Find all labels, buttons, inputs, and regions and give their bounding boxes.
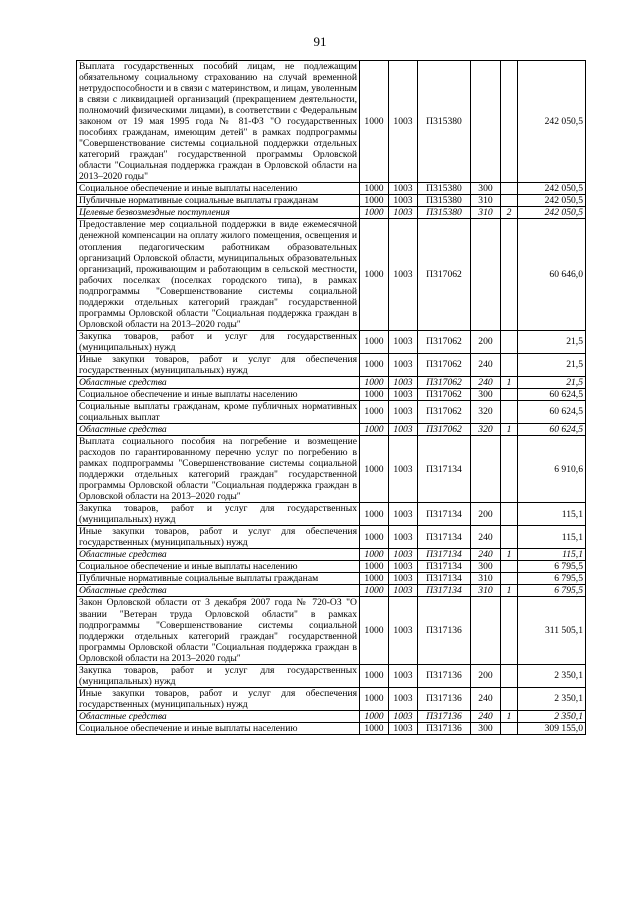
table-row [77,195,586,207]
table-row [77,207,586,219]
funding-source-cell [501,722,518,734]
table-row [77,585,586,597]
section-code-cell: 1000 [360,597,389,664]
expense-type-cell [471,436,501,503]
expense-type-cell: 300 [471,183,501,195]
row-name-cell: Предоставление мер социальной поддержки в виде ежемесячной денежной компенсации на оплату жилого помещения, освещения и отопления педагогическим работникам образовательных организаций Орловской области, муниципальных образовательных организаций, проживающим и работающим в сельской местности, рабочих поселках (поселках городского типа), в рамках подпрограммы "Совершенствование системы социальной поддержки отдельных категорий граждан" государственной программы Орловской области "Социальная поддержка граждан в Орловской области на 2013–2020 годы" [77,219,360,330]
target-article-cell: П317136 [418,687,471,710]
funding-source-cell [501,503,518,526]
table-row [77,61,586,183]
subsection-code-cell: 1003 [389,664,418,687]
funding-source-cell [501,353,518,376]
subsection-code-cell: 1003 [389,183,418,195]
subsection-code-cell: 1003 [389,503,418,526]
expense-type-cell: 310 [471,195,501,207]
amount-cell: 115,1 [518,503,586,526]
funding-source-cell: 1 [501,376,518,388]
row-name-cell: Социальное обеспечение и иные выплаты населению [77,561,360,573]
target-article-cell: П317134 [418,561,471,573]
target-article-cell: П317062 [418,219,471,330]
target-article-cell: П317062 [418,376,471,388]
funding-source-cell [501,573,518,585]
row-name-cell: Социальные выплаты гражданам, кроме публичных нормативных социальных выплат [77,400,360,423]
subsection-code-cell: 1003 [389,400,418,423]
target-article-cell: П315380 [418,195,471,207]
subsection-code-cell: 1003 [389,219,418,330]
row-name-cell: Иные закупки товаров, работ и услуг для обеспечения государственных (муниципальных) нужд [77,353,360,376]
section-code-cell: 1000 [360,400,389,423]
section-code-cell: 1000 [360,388,389,400]
section-code-cell: 1000 [360,722,389,734]
target-article-cell: П315380 [418,183,471,195]
table-row [77,561,586,573]
table-row [77,330,586,353]
amount-cell: 242 050,5 [518,61,586,183]
row-name-cell: Выплата социального пособия на погребение и возмещение расходов по гарантированному перечню услуг по погребению в рамках подпрограммы "Совершенствование системы социальной поддержки отдельных категорий граждан" государственной программы Орловской области "Социальная поддержка граждан в Орловской области на 2013–2020 годы" [77,436,360,503]
table-body [77,61,586,735]
target-article-cell: П317136 [418,597,471,664]
table-row [77,549,586,561]
subsection-code-cell: 1003 [389,722,418,734]
section-code-cell: 1000 [360,526,389,549]
row-name-cell: Областные средства [77,424,360,436]
target-article-cell: П317134 [418,503,471,526]
target-article-cell: П317062 [418,330,471,353]
table-row [77,183,586,195]
table-row [77,503,586,526]
funding-source-cell [501,183,518,195]
funding-source-cell [501,219,518,330]
amount-cell: 21,5 [518,353,586,376]
funding-source-cell [501,195,518,207]
table-row [77,597,586,664]
expense-type-cell: 240 [471,353,501,376]
funding-source-cell [501,330,518,353]
amount-cell: 242 050,5 [518,183,586,195]
table-row [77,353,586,376]
amount-cell: 6 795,5 [518,561,586,573]
funding-source-cell: 1 [501,710,518,722]
subsection-code-cell: 1003 [389,597,418,664]
amount-cell: 311 505,1 [518,597,586,664]
section-code-cell: 1000 [360,687,389,710]
section-code-cell: 1000 [360,183,389,195]
section-code-cell: 1000 [360,436,389,503]
subsection-code-cell: 1003 [389,549,418,561]
table-row [77,573,586,585]
row-name-cell: Публичные нормативные социальные выплаты гражданам [77,573,360,585]
expense-type-cell: 310 [471,207,501,219]
row-name-cell: Областные средства [77,710,360,722]
subsection-code-cell: 1003 [389,376,418,388]
target-article-cell: П315380 [418,61,471,183]
page-number: 91 [313,34,327,49]
table-row [77,526,586,549]
amount-cell: 60 624,5 [518,400,586,423]
amount-cell: 115,1 [518,549,586,561]
amount-cell: 21,5 [518,376,586,388]
amount-cell: 21,5 [518,330,586,353]
row-name-cell: Закупка товаров, работ и услуг для государственных (муниципальных) нужд [77,330,360,353]
row-name-cell: Иные закупки товаров, работ и услуг для обеспечения государственных (муниципальных) нужд [77,687,360,710]
expense-type-cell: 240 [471,687,501,710]
section-code-cell: 1000 [360,710,389,722]
expense-type-cell: 310 [471,585,501,597]
row-name-cell: Иные закупки товаров, работ и услуг для обеспечения государственных (муниципальных) нужд [77,526,360,549]
section-code-cell: 1000 [360,424,389,436]
table-row [77,664,586,687]
expense-type-cell: 240 [471,526,501,549]
row-name-cell: Закупка товаров, работ и услуг для государственных (муниципальных) нужд [77,664,360,687]
expense-type-cell: 200 [471,664,501,687]
table-row [77,722,586,734]
expense-type-cell [471,597,501,664]
subsection-code-cell: 1003 [389,424,418,436]
row-name-cell: Социальное обеспечение и иные выплаты населению [77,722,360,734]
section-code-cell: 1000 [360,549,389,561]
subsection-code-cell: 1003 [389,330,418,353]
row-name-cell: Выплата государственных пособий лицам, не подлежащим обязательному социальному страхованию на случай временной нетрудоспособности и в связи с материнством, и лицам, уволенным в связи с ликвидацией организаций (прекращением деятельности, полномочий физическими лицами), в соответствии с Федеральным законом от 19 мая 1995 года № 81-ФЗ "О государственных пособиях гражданам, имеющим детей" в рамках подпрограммы "Совершенствование системы социальной поддержки отдельных категорий граждан" государственной программы Орловской области "Социальная поддержка граждан в Орловской области на 2013–2020 годы" [77,61,360,183]
subsection-code-cell: 1003 [389,353,418,376]
target-article-cell: П317136 [418,664,471,687]
funding-source-cell [501,61,518,183]
amount-cell: 309 155,0 [518,722,586,734]
section-code-cell: 1000 [360,61,389,183]
target-article-cell: П317062 [418,388,471,400]
expense-type-cell: 300 [471,561,501,573]
funding-source-cell [501,436,518,503]
funding-source-cell [501,526,518,549]
target-article-cell: П317134 [418,549,471,561]
row-name-cell: Областные средства [77,585,360,597]
expense-type-cell: 310 [471,573,501,585]
amount-cell: 2 350,1 [518,664,586,687]
table-row [77,710,586,722]
target-article-cell: П317136 [418,710,471,722]
funding-source-cell [501,687,518,710]
subsection-code-cell: 1003 [389,207,418,219]
table-row [77,219,586,330]
section-code-cell: 1000 [360,585,389,597]
amount-cell: 60 646,0 [518,219,586,330]
funding-source-cell: 2 [501,207,518,219]
row-name-cell: Публичные нормативные социальные выплаты гражданам [77,195,360,207]
subsection-code-cell: 1003 [389,195,418,207]
expense-type-cell: 240 [471,710,501,722]
subsection-code-cell: 1003 [389,388,418,400]
section-code-cell: 1000 [360,330,389,353]
row-name-cell: Социальное обеспечение и иные выплаты населению [77,183,360,195]
target-article-cell: П317136 [418,722,471,734]
row-name-cell: Закон Орловской области от 3 декабря 2007 года № 720-ОЗ "О звании "Ветеран труда Орловской области" в рамках подпрограммы "Совершенствование системы социальной поддержки отдельных категорий граждан" государственной программы Орловской области "Социальная поддержка граждан в Орловской области на 2013–2020 годы" [77,597,360,664]
subsection-code-cell: 1003 [389,561,418,573]
target-article-cell: П317134 [418,573,471,585]
funding-source-cell [501,388,518,400]
subsection-code-cell: 1003 [389,526,418,549]
expense-type-cell: 200 [471,503,501,526]
amount-cell: 6 795,5 [518,573,586,585]
table-row [77,388,586,400]
amount-cell: 6 795,5 [518,585,586,597]
amount-cell: 2 350,1 [518,710,586,722]
expense-type-cell: 320 [471,400,501,423]
funding-source-cell: 1 [501,424,518,436]
table-row [77,436,586,503]
section-code-cell: 1000 [360,664,389,687]
subsection-code-cell: 1003 [389,585,418,597]
expense-type-cell: 200 [471,330,501,353]
subsection-code-cell: 1003 [389,710,418,722]
table-row [77,400,586,423]
target-article-cell: П317062 [418,424,471,436]
expense-type-cell: 300 [471,722,501,734]
table-row [77,376,586,388]
expense-type-cell: 320 [471,424,501,436]
target-article-cell: П317062 [418,353,471,376]
expense-type-cell: 300 [471,388,501,400]
subsection-code-cell: 1003 [389,687,418,710]
table-row [77,687,586,710]
section-code-cell: 1000 [360,195,389,207]
expense-type-cell [471,219,501,330]
section-code-cell: 1000 [360,353,389,376]
row-name-cell: Закупка товаров, работ и услуг для государственных (муниципальных) нужд [77,503,360,526]
amount-cell: 6 910,6 [518,436,586,503]
section-code-cell: 1000 [360,561,389,573]
section-code-cell: 1000 [360,219,389,330]
budget-table [76,60,586,735]
expense-type-cell [471,61,501,183]
expense-type-cell: 240 [471,549,501,561]
funding-source-cell: 1 [501,585,518,597]
table-row [77,424,586,436]
row-name-cell: Социальное обеспечение и иные выплаты населению [77,388,360,400]
amount-cell: 2 350,1 [518,687,586,710]
funding-source-cell: 1 [501,549,518,561]
funding-source-cell [501,400,518,423]
target-article-cell: П317134 [418,436,471,503]
section-code-cell: 1000 [360,207,389,219]
target-article-cell: П317062 [418,400,471,423]
subsection-code-cell: 1003 [389,436,418,503]
expense-type-cell: 240 [471,376,501,388]
section-code-cell: 1000 [360,376,389,388]
amount-cell: 242 050,5 [518,195,586,207]
amount-cell: 242 050,5 [518,207,586,219]
funding-source-cell [501,561,518,573]
section-code-cell: 1000 [360,503,389,526]
subsection-code-cell: 1003 [389,61,418,183]
section-code-cell: 1000 [360,573,389,585]
row-name-cell: Целевые безвозмездные поступления [77,207,360,219]
amount-cell: 60 624,5 [518,424,586,436]
amount-cell: 115,1 [518,526,586,549]
subsection-code-cell: 1003 [389,573,418,585]
funding-source-cell [501,664,518,687]
target-article-cell: П317134 [418,526,471,549]
row-name-cell: Областные средства [77,376,360,388]
row-name-cell: Областные средства [77,549,360,561]
target-article-cell: П317134 [418,585,471,597]
funding-source-cell [501,597,518,664]
amount-cell: 60 624,5 [518,388,586,400]
target-article-cell: П315380 [418,207,471,219]
